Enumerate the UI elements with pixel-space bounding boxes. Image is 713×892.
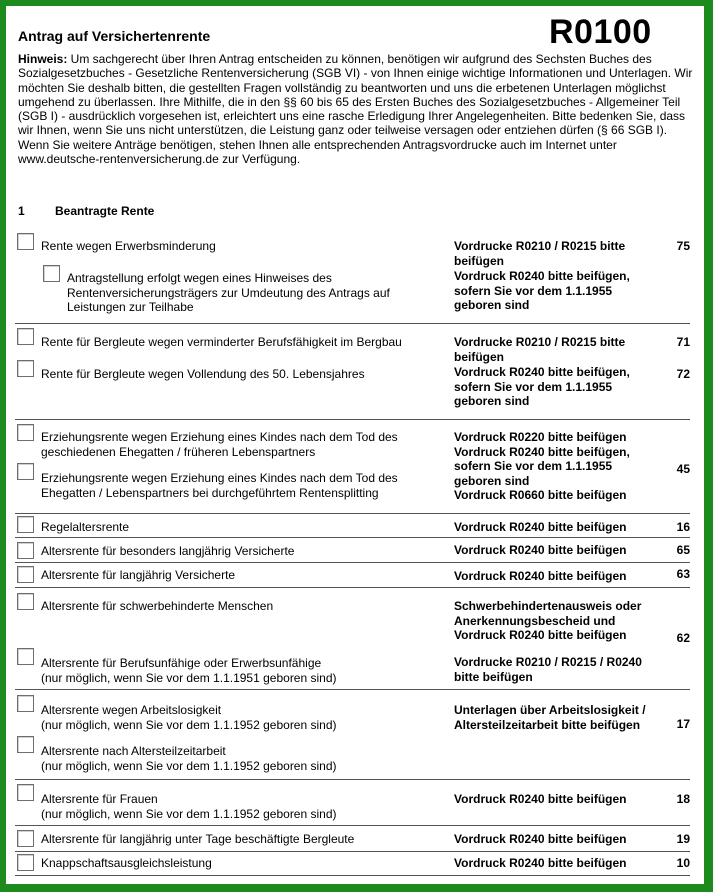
checkbox-erziehungsrente-rentensplitting[interactable] [17, 463, 34, 480]
note-besonders-langjaehrig: Vordruck R0240 bitte beifügen [454, 543, 627, 557]
code-schwerbehinderte: 62 [676, 631, 690, 645]
section-title: Beantragte Rente [55, 204, 155, 218]
separator-line [15, 851, 690, 852]
intro-text [18, 52, 693, 166]
code-frauen: 18 [676, 792, 690, 806]
note-unter-tage-bergleute: Vordruck R0240 bitte beifügen [454, 832, 627, 846]
checkbox-erziehungsrente-geschieden[interactable] [17, 424, 34, 441]
note-erwerbsminderung-1: Vordrucke R0210 / R0215 bitte beifügen [454, 239, 626, 268]
label-altersteilzeit: Altersrente nach Altersteilzeitarbeit (nur möglich, wenn Sie vor dem 1.1.1952 geboren sind) [41, 744, 337, 773]
separator-line [15, 875, 690, 876]
label-regelaltersrente: Regelaltersrente [41, 520, 130, 534]
checkbox-frauen[interactable] [17, 784, 34, 801]
internet-paragraph: Wenn Sie weitere Anträge benötigen, stehen Ihnen alle entsprechenden Antragsvordrucke auch im Internet unter www.deutsche-rentenversicherung.de zur Verfügung. [18, 137, 617, 167]
checkbox-knappschaftsausgleich[interactable] [17, 854, 34, 871]
separator-line [15, 537, 690, 538]
code-erwerbsminderung: 75 [676, 239, 690, 253]
separator-line [15, 513, 690, 514]
code-bergleute-50-lebensjahr: 72 [676, 367, 690, 381]
checkbox-erwerbsminderung[interactable] [17, 233, 34, 250]
checkbox-schwerbehinderte[interactable] [17, 593, 34, 610]
label-besonders-langjaehrig: Altersrente für besonders langjährig Versicherte [41, 544, 295, 558]
separator-line [15, 689, 690, 690]
hinweis-label: Hinweis: [18, 52, 68, 66]
checkbox-unter-tage-bergleute[interactable] [17, 830, 34, 847]
note-bergleute-2: Vordruck R0240 bitte beifügen, sofern Sie vor dem 1.1.1955 geboren sind [454, 365, 630, 408]
note-erwerbsminderung-2: Vordruck R0240 bitte beifügen, sofern Sie vor dem 1.1.1955 geboren sind [454, 269, 630, 312]
note-berufsunfaehige: Vordrucke R0210 / R0215 / R0240 bitte beifügen [454, 655, 642, 684]
form-page [6, 6, 704, 884]
code-regelaltersrente: 16 [676, 520, 690, 534]
checkbox-regelaltersrente[interactable] [17, 516, 34, 533]
hinweis-text: Um sachgerecht über Ihren Antrag entscheiden zu können, benötigen wir aufgrund des Sechsten Buches des Sozialgesetzbuches - Gesetzliche Rentenversicherung (SGB VI) - von Ihnen einige wichtige Informationen und Unterlagen. Wir möchten Sie deshalb bitten, die gestellten Fragen vollständig zu beantworten und uns die erbetenen Unterlagen möglichst umgehend zu überlassen. Ihre Mithilfe, die in den §§ 60 bis 65 des Ersten Buches des Sozialgesetzbuches - Allgemeiner Teil (SGB I) - ausdrücklich vorgesehen ist, erleichtert uns eine rasche Erledigung Ihrer Angelegenheiten. Bitte bedenken Sie, dass wir Ihnen, wenn Sie uns nicht unterstützen, die Leistung ganz oder teilweise versagen oder entziehen dürfen (§ 66 SGB I). [18, 52, 693, 138]
separator-line [15, 587, 690, 588]
label-bergleute-berufsfaehigkeit: Rente für Bergleute wegen verminderter Berufsfähigkeit im Bergbau [41, 335, 402, 349]
label-erziehungsrente-rentensplitting: Erziehungsrente wegen Erziehung eines Kindes nach dem Tod des Ehegatten / Lebenspartners bei durchgeführtem Rentensplitting [41, 471, 398, 500]
checkbox-altersteilzeit[interactable] [17, 736, 34, 753]
label-schwerbehinderte: Altersrente für schwerbehinderte Menschen [41, 599, 274, 613]
separator-line [15, 562, 690, 563]
label-umdeutung-teilhabe: Antragstellung erfolgt wegen eines Hinweises des Rentenversicherungsträgers zur Umdeutung des Antrags auf Leistungen zur Teilhabe [67, 271, 390, 314]
code-arbeitslosigkeit: 17 [676, 717, 690, 731]
form-title: Antrag auf Versichertenrente [18, 28, 211, 44]
checkbox-besonders-langjaehrig[interactable] [17, 542, 34, 559]
label-knappschaftsausgleich: Knappschaftsausgleichsleistung [41, 856, 212, 870]
label-bergleute-50-lebensjahr: Rente für Bergleute wegen Vollendung des 50. Lebensjahres [41, 367, 365, 381]
note-frauen: Vordruck R0240 bitte beifügen [454, 792, 627, 806]
note-schwerbehinderte: Schwerbehindertenausweis oder Anerkennungsbescheid und Vordruck R0240 bitte beifügen [454, 599, 642, 642]
separator-line [15, 323, 690, 324]
code-knappschaftsausgleich: 10 [676, 856, 690, 870]
hinweis-paragraph [18, 52, 693, 138]
label-unter-tage-bergleute: Altersrente für langjährig unter Tage beschäftigte Bergleute [41, 832, 355, 846]
checkbox-berufsunfaehige[interactable] [17, 648, 34, 665]
checkbox-umdeutung-teilhabe[interactable] [43, 265, 60, 282]
checkbox-bergleute-50-lebensjahr[interactable] [17, 360, 34, 377]
note-langjaehrig: Vordruck R0240 bitte beifügen [454, 569, 627, 583]
code-bergleute-berufsfaehigkeit: 71 [676, 335, 690, 349]
separator-line [15, 825, 690, 826]
checkbox-langjaehrig[interactable] [17, 566, 34, 583]
label-frauen: Altersrente für Frauen (nur möglich, wenn Sie vor dem 1.1.1952 geboren sind) [41, 792, 337, 821]
note-bergleute-1: Vordrucke R0210 / R0215 bitte beifügen [454, 335, 626, 364]
checkbox-bergleute-berufsfaehigkeit[interactable] [17, 328, 34, 345]
note-regelaltersrente: Vordruck R0240 bitte beifügen [454, 520, 627, 534]
separator-line [15, 419, 690, 420]
code-langjaehrig: 63 [676, 567, 690, 581]
label-berufsunfaehige: Altersrente für Berufsunfähige oder Erwerbsunfähige (nur möglich, wenn Sie vor dem 1.1.1951 geboren sind) [41, 656, 337, 685]
code-besonders-langjaehrig: 65 [676, 543, 690, 557]
label-erziehungsrente-geschieden: Erziehungsrente wegen Erziehung eines Kindes nach dem Tod des geschiedenen Ehegatten / früheren Lebenspartners [41, 430, 398, 459]
code-erziehungsrente: 45 [676, 462, 690, 476]
section-number: 1 [18, 204, 25, 218]
label-langjaehrig: Altersrente für langjährig Versicherte [41, 568, 236, 582]
code-unter-tage-bergleute: 19 [676, 832, 690, 846]
form-code: R0100 [549, 13, 652, 51]
note-knappschaftsausgleich: Vordruck R0240 bitte beifügen [454, 856, 627, 870]
note-arbeitslosigkeit: Unterlagen über Arbeitslosigkeit / Altersteilzeitarbeit bitte beifügen [454, 703, 646, 732]
label-erwerbsminderung: Rente wegen Erwerbsminderung [41, 239, 216, 253]
note-erziehungsrente: Vordruck R0220 bitte beifügen Vordruck R0240 bitte beifügen, sofern Sie vor dem 1.1.1955 geboren sind Vordruck R0660 bitte beifügen [454, 430, 630, 502]
separator-line [15, 779, 690, 780]
checkbox-arbeitslosigkeit[interactable] [17, 695, 34, 712]
label-arbeitslosigkeit: Altersrente wegen Arbeitslosigkeit (nur möglich, wenn Sie vor dem 1.1.1952 geboren sind) [41, 703, 337, 732]
